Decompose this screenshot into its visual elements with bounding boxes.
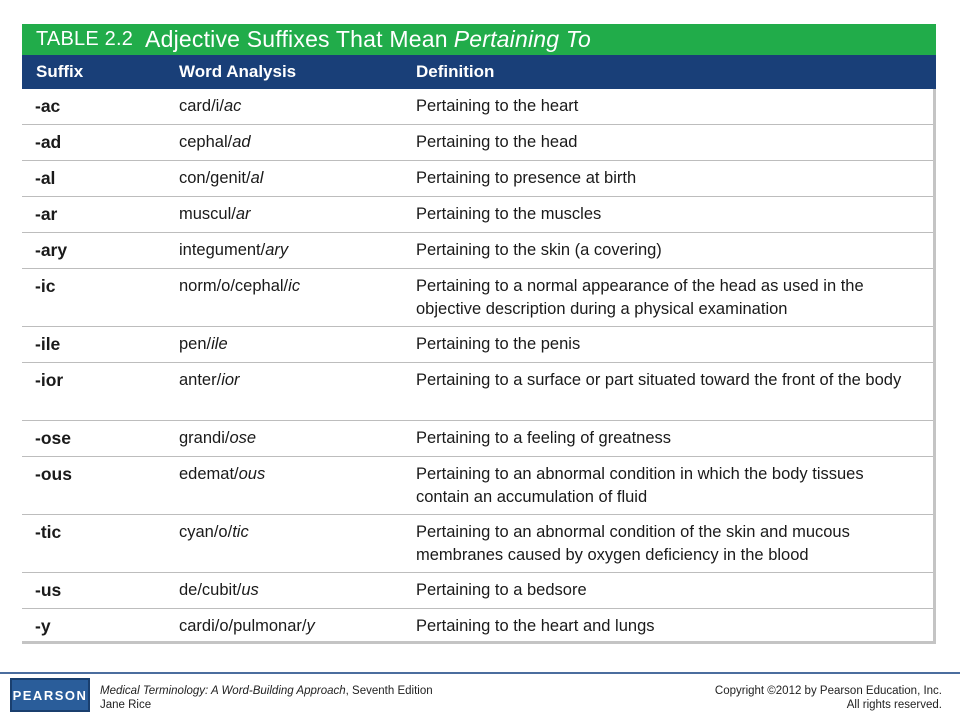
table-row [22,515,933,573]
book-author: Jane Rice [100,699,152,711]
table-row [22,573,933,609]
word-analysis-cell: cephal/ad [179,133,251,151]
word-analysis-cell: integument/ary [179,241,289,259]
copyright-text: Copyright ©2012 by Pearson Education, Inc. [714,685,942,697]
definition-cell: Pertaining to presence at birth [416,169,637,187]
suffix-cell: -ic [35,276,56,296]
header-word-analysis: Word Analysis [179,62,297,81]
word-analysis-cell: grandi/ose [179,429,257,447]
table-number: TABLE 2.2 [36,28,134,50]
word-analysis-cell: card/i/ac [179,97,242,115]
definition-cell: Pertaining to an abnormal condition of the skin and mucous membranes caused by oxygen deficiency in the blood [416,523,850,564]
table-row [22,233,933,269]
suffix-cell: -ous [35,464,72,484]
footer-divider [0,672,960,674]
table-title-bar [22,24,936,55]
table-row [22,609,933,645]
header-suffix: Suffix [36,62,84,81]
definition-cell: Pertaining to the heart and lungs [416,617,655,635]
suffix-cell: -ile [35,334,61,354]
definition-cell: Pertaining to a feeling of greatness [416,429,672,447]
definition-cell: Pertaining to an abnormal condition in which the body tissues contain an accumulation of fluid [416,465,864,506]
table-row [22,89,933,125]
word-analysis-cell: de/cubit/us [179,581,259,599]
table-row [22,363,933,421]
word-analysis-cell: pen/ile [179,335,228,353]
table-body [22,89,933,645]
suffix-cell: -ary [35,240,68,260]
footer-book-info [100,684,433,712]
suffix-cell: -ior [35,370,64,390]
definition-cell: Pertaining to the skin (a covering) [416,241,662,259]
definition-cell: Pertaining to the penis [416,335,581,353]
definition-cell: Pertaining to a surface or part situated toward the front of the body [416,371,902,389]
table-row [22,269,933,327]
suffix-cell: -y [35,616,51,636]
book-title: Medical Terminology: A Word-Building Approach [100,685,346,697]
table-row [22,197,933,233]
suffix-cell: -ar [35,204,58,224]
rights-text: All rights reserved. [846,699,942,711]
header-definition: Definition [416,62,495,81]
word-analysis-cell: anter/ior [179,371,240,389]
suffix-cell: -us [35,580,62,600]
table-row [22,161,933,197]
table-row [22,327,933,363]
word-analysis-cell: muscul/ar [179,205,251,223]
table-row [22,457,933,515]
word-analysis-cell: cardi/o/pulmonar/y [179,617,315,635]
word-analysis-cell: edemat/ous [179,465,266,483]
definition-cell: Pertaining to the muscles [416,205,602,223]
suffix-cell: -al [35,168,56,188]
pearson-logo: PEARSON [10,678,90,712]
suffix-cell: -ose [35,428,71,448]
table-row [22,125,933,161]
suffix-cell: -ad [35,132,62,152]
word-analysis-cell: cyan/o/tic [179,523,249,541]
table-title: Adjective Suffixes That Mean [145,26,448,52]
word-analysis-cell: norm/o/cephal/ic [179,277,301,295]
definition-cell: Pertaining to the head [416,133,578,151]
book-edition: , Seventh Edition [345,685,433,697]
table-title-italic: Pertaining To [453,26,591,52]
suffix-cell: -tic [35,522,62,542]
definition-cell: Pertaining to the heart [416,97,579,115]
suffix-cell: -ac [35,96,61,116]
definition-cell: Pertaining to a bedsore [416,581,587,599]
word-analysis-cell: con/genit/al [179,169,264,187]
definition-cell: Pertaining to a normal appearance of the head as used in the objective description during a physical examination [416,277,864,318]
footer-copyright [715,684,942,712]
table-header-row [22,55,936,89]
table-row [22,421,933,457]
